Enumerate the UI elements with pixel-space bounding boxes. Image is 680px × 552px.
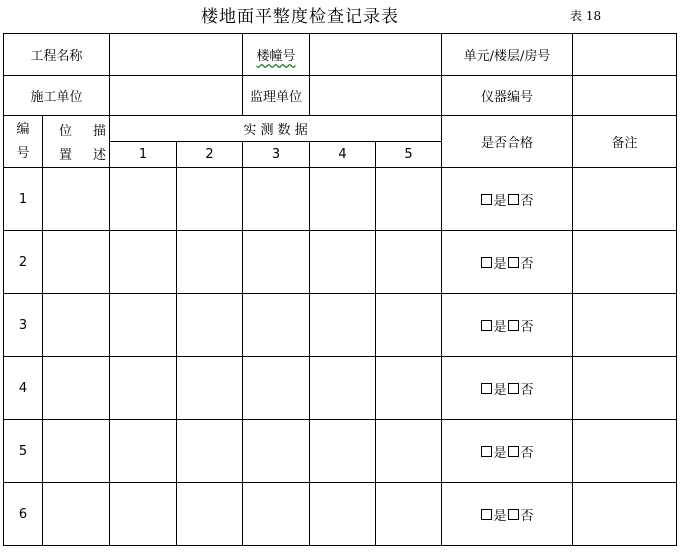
yes-checkbox[interactable] [481, 320, 492, 331]
measurement-field[interactable] [110, 483, 177, 546]
measurement-field[interactable] [310, 483, 376, 546]
construction-unit-label: 施工单位 [4, 76, 110, 116]
measurement-field[interactable] [376, 483, 442, 546]
remark-header: 备注 [573, 116, 677, 168]
measurement-field[interactable] [243, 483, 310, 546]
no-checkbox[interactable] [508, 509, 519, 520]
column-header-row [4, 116, 677, 142]
instrument-no-field[interactable] [573, 76, 677, 116]
measurement-field[interactable] [110, 231, 177, 294]
remark-field[interactable] [573, 420, 677, 483]
measurement-field[interactable] [376, 168, 442, 231]
construction-unit-field[interactable] [110, 76, 243, 116]
measurement-number: 1 [110, 142, 177, 168]
row-number: 1 [4, 168, 43, 231]
yes-checkbox[interactable] [481, 383, 492, 394]
qualified-choice [442, 168, 573, 231]
measurement-field[interactable] [177, 420, 243, 483]
table-row [4, 294, 677, 357]
qualified-choice [442, 483, 573, 546]
header-row-project [4, 34, 677, 76]
yes-label: 是 [493, 319, 507, 335]
yes-label: 是 [493, 508, 507, 524]
measurement-field[interactable] [376, 357, 442, 420]
measurement-field[interactable] [177, 483, 243, 546]
measurement-field[interactable] [177, 294, 243, 357]
position-field[interactable] [43, 483, 110, 546]
measurement-field[interactable] [310, 168, 376, 231]
measurement-field[interactable] [110, 168, 177, 231]
instrument-no-label: 仪器编号 [442, 76, 573, 116]
yes-checkbox[interactable] [481, 446, 492, 457]
qualified-header: 是否合格 [442, 116, 573, 168]
remark-field[interactable] [573, 231, 677, 294]
row-number: 6 [4, 483, 43, 546]
no-label: 否 [520, 319, 534, 335]
building-no-label: 楼幢号 [243, 34, 310, 76]
measurement-field[interactable] [110, 294, 177, 357]
yes-label: 是 [493, 193, 507, 209]
unit-floor-room-label: 单元/楼层/房号 [442, 34, 573, 76]
qualified-choice [442, 357, 573, 420]
yes-label: 是 [493, 382, 507, 398]
measurement-field[interactable] [310, 294, 376, 357]
yes-checkbox[interactable] [481, 257, 492, 268]
remark-field[interactable] [573, 357, 677, 420]
measurement-number: 4 [310, 142, 376, 168]
measurement-field[interactable] [243, 231, 310, 294]
measurement-field[interactable] [310, 357, 376, 420]
position-field[interactable] [43, 420, 110, 483]
no-checkbox[interactable] [508, 446, 519, 457]
table-row [4, 357, 677, 420]
qualified-choice [442, 231, 573, 294]
position-field[interactable] [43, 357, 110, 420]
position-field[interactable] [43, 231, 110, 294]
position-field[interactable] [43, 168, 110, 231]
no-checkbox[interactable] [508, 320, 519, 331]
no-checkbox[interactable] [508, 194, 519, 205]
unit-floor-room-field[interactable] [573, 34, 677, 76]
measurement-field[interactable] [243, 168, 310, 231]
measurement-field[interactable] [376, 294, 442, 357]
supervision-unit-field[interactable] [310, 76, 442, 116]
measurement-field[interactable] [376, 231, 442, 294]
measurement-number: 2 [177, 142, 243, 168]
no-checkbox[interactable] [508, 383, 519, 394]
no-column-header: 编 号 [4, 116, 43, 168]
inspection-form-table [3, 33, 677, 546]
measurement-field[interactable] [243, 357, 310, 420]
project-name-field[interactable] [110, 34, 243, 76]
qualified-choice [442, 420, 573, 483]
measurement-field[interactable] [110, 357, 177, 420]
no-label: 否 [520, 445, 534, 461]
page-title: 楼地面平整度检查记录表 [201, 7, 399, 27]
form-number: 表 18 [570, 9, 602, 23]
yes-label: 是 [493, 256, 507, 272]
remark-field[interactable] [573, 294, 677, 357]
measurement-field[interactable] [177, 168, 243, 231]
measurement-field[interactable] [310, 231, 376, 294]
header-row-units [4, 76, 677, 116]
table-row [4, 168, 677, 231]
yes-label: 是 [493, 445, 507, 461]
remark-field[interactable] [573, 483, 677, 546]
remark-field[interactable] [573, 168, 677, 231]
position-field[interactable] [43, 294, 110, 357]
yes-checkbox[interactable] [481, 509, 492, 520]
supervision-unit-label: 监理单位 [243, 76, 310, 116]
no-label: 否 [520, 508, 534, 524]
measured-data-header: 实 测 数 据 [110, 116, 442, 142]
table-row [4, 483, 677, 546]
qualified-choice [442, 294, 573, 357]
no-label: 否 [520, 382, 534, 398]
row-number: 5 [4, 420, 43, 483]
measurement-field[interactable] [310, 420, 376, 483]
table-row [4, 420, 677, 483]
row-number: 4 [4, 357, 43, 420]
measurement-field[interactable] [177, 231, 243, 294]
row-number: 2 [4, 231, 43, 294]
measurement-number: 3 [243, 142, 310, 168]
row-number: 3 [4, 294, 43, 357]
measurement-field[interactable] [110, 420, 177, 483]
no-label: 否 [520, 256, 534, 272]
building-no-field[interactable] [310, 34, 442, 76]
table-row [4, 231, 677, 294]
yes-checkbox[interactable] [481, 194, 492, 205]
no-checkbox[interactable] [508, 257, 519, 268]
position-description-header: 位 置 描 述 [43, 116, 110, 168]
no-label: 否 [520, 193, 534, 209]
measurement-number: 5 [376, 142, 442, 168]
measurement-field[interactable] [243, 420, 310, 483]
measurement-field[interactable] [376, 420, 442, 483]
measurement-field[interactable] [177, 357, 243, 420]
project-name-label: 工程名称 [4, 34, 110, 76]
measurement-field[interactable] [243, 294, 310, 357]
